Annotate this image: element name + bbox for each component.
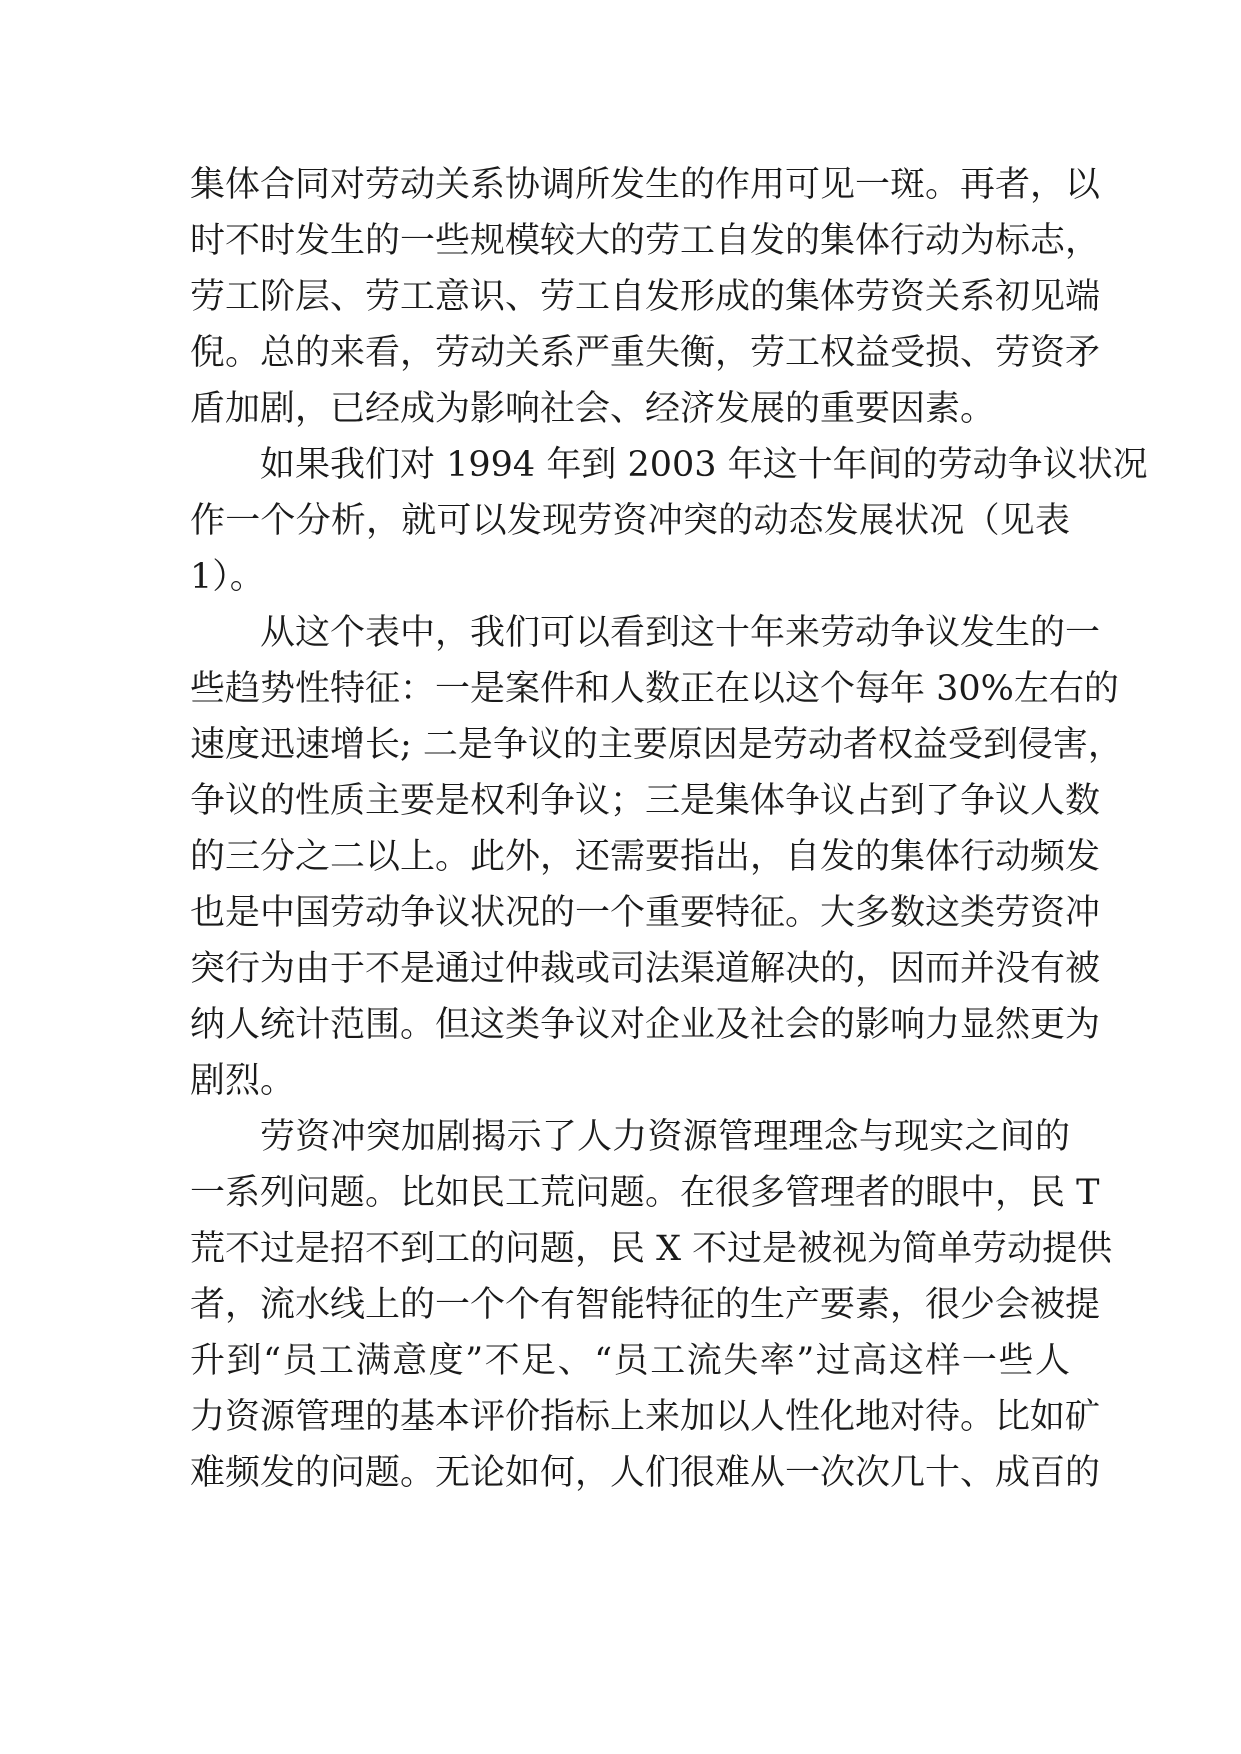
text-line: 剧烈。 <box>190 1061 296 1101</box>
text-line: 一系列问题。比如民工荒问题。在很多管理者的眼中，民 T <box>190 1173 1100 1213</box>
text-line: 也是中国劳动争议状况的一个重要特征。大多数这类劳资冲 <box>190 893 1101 933</box>
text-line: 突行为由于不是通过仲裁或司法渠道解决的，因而并没有被 <box>190 949 1101 989</box>
text-line: 盾加剧，已经成为影响社会、经济发展的重要因素。 <box>190 389 996 429</box>
text-line: 如果我们对 1994 年到 2003 年这十年间的劳动争议状况 <box>260 445 1148 485</box>
text-line: 者，流水线上的一个个有智能特征的生产要素，很少会被提 <box>190 1285 1101 1325</box>
text-line: 从这个表中，我们可以看到这十年来劳动争议发生的一 <box>260 613 1101 653</box>
text-line: 劳资冲突加剧揭示了人力资源管理理念与现实之间的 <box>260 1117 1070 1157</box>
text-line: 1）。 <box>190 557 265 597</box>
text-line: 升到“员工满意度”不足、“员工流失率”过高这样一些人 <box>190 1341 1070 1381</box>
text-line: 作一个分析，就可以发现劳资冲突的动态发展状况（见表 <box>190 501 1070 541</box>
text-line: 的三分之二以上。此外，还需要指出，自发的集体行动频发 <box>190 837 1101 877</box>
text-line: 荒不过是招不到工的问题，民 X 不过是被视为简单劳动提供 <box>190 1229 1113 1269</box>
text-line: 倪。总的来看，劳动关系严重失衡，劳工权益受损、劳资矛 <box>190 333 1101 373</box>
text-line: 争议的性质主要是权利争议；三是集体争议占到了争议人数 <box>190 781 1101 821</box>
text-line: 集体合同对劳动关系协调所发生的作用可见一斑。再者，以 <box>190 165 1101 205</box>
body-text <box>190 157 1148 1501</box>
text-line: 纳人统计范围。但这类争议对企业及社会的影响力显然更为 <box>190 1005 1101 1045</box>
text-line: 劳工阶层、劳工意识、劳工自发形成的集体劳资关系初见端 <box>190 277 1101 317</box>
text-line: 些趋势性特征：一是案件和人数正在以这个每年 30%左右的 <box>190 669 1119 709</box>
text-line: 力资源管理的基本评价指标上来加以人性化地对待。比如矿 <box>190 1397 1101 1437</box>
text-line: 难频发的问题。无论如何，人们很难从一次次几十、成百的 <box>190 1453 1101 1493</box>
text-line: 时不时发生的一些规模较大的劳工自发的集体行动为标志， <box>190 221 1101 261</box>
text-line: 速度迅速增长; 二是争议的主要原因是劳动者权益受到侵害， <box>190 725 1123 765</box>
